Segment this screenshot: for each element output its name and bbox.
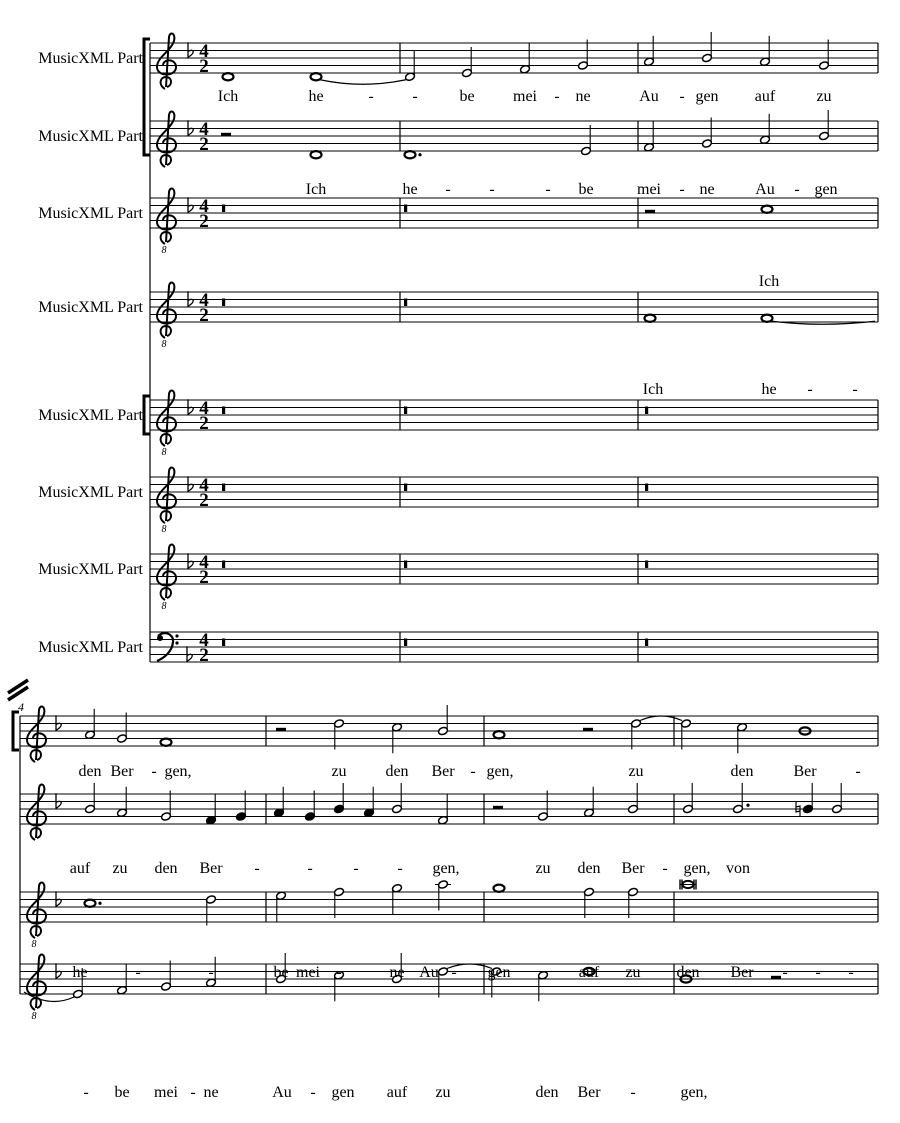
- part-name: MusicXML Part: [38, 484, 143, 501]
- lyric-syllable: be: [114, 1084, 130, 1101]
- lyric-syllable: Ber: [110, 763, 134, 780]
- measure-rest-icon: [222, 639, 225, 647]
- lyric-syllable: mei: [154, 1084, 178, 1101]
- lyric-syllable: den: [385, 763, 409, 780]
- measure-rest-icon: [222, 407, 225, 415]
- staff-system1-5: [150, 400, 878, 430]
- group-bracket: [13, 712, 19, 750]
- quarter-note: [235, 791, 246, 822]
- lyric-syllable: -: [554, 88, 560, 105]
- lyric-syllable: auf: [578, 964, 600, 981]
- dot: [418, 153, 421, 156]
- treble-clef-shape: [157, 283, 176, 338]
- lyric-syllable: gen: [814, 181, 838, 198]
- measure-number: 4: [18, 700, 24, 714]
- lyric-syllable: mei: [513, 88, 537, 105]
- time-signature-numerator: 4: [199, 475, 209, 496]
- half-note: [818, 40, 829, 71]
- dot: [746, 804, 749, 807]
- treble-clef-icon: [157, 112, 176, 167]
- lyric-syllable: ne: [389, 964, 405, 981]
- measure-rest-icon: [404, 205, 407, 213]
- part-name: MusicXML Part: [38, 50, 143, 67]
- lyric-syllable: be: [273, 964, 289, 981]
- lyric-syllable: -: [489, 181, 495, 198]
- lyric-syllable: gen,: [164, 763, 192, 780]
- lyric-syllable: ne: [203, 1084, 219, 1101]
- lyric-syllable: -: [679, 181, 685, 198]
- flat-icon: [188, 553, 193, 568]
- treble-clef-icon: [157, 283, 176, 350]
- lyric-syllable: Ber: [431, 763, 455, 780]
- octave-mark: 8: [31, 939, 37, 950]
- whole-note: [405, 151, 422, 158]
- half-note: [84, 709, 95, 740]
- lyric-syllable: zu: [535, 860, 551, 877]
- half-rest-icon: [221, 133, 231, 136]
- notehead: [405, 151, 416, 158]
- lyric-syllable: -: [855, 763, 861, 780]
- half-rest-icon: [771, 976, 781, 979]
- lyric-syllable: gen: [331, 1084, 355, 1101]
- half-note: [160, 791, 171, 822]
- lyric-syllable: -: [445, 181, 451, 198]
- flat-icon: [188, 120, 193, 135]
- lyric-syllable: -: [782, 964, 788, 981]
- measure-rest-icon: [404, 639, 407, 647]
- dot: [98, 902, 101, 905]
- time-signature-numerator: 4: [199, 398, 209, 419]
- whole-note: [223, 73, 234, 80]
- half-note: [583, 887, 594, 918]
- half-note: [577, 40, 588, 71]
- lyric-syllable: -: [368, 88, 374, 105]
- octave-mark: 8: [161, 245, 167, 256]
- half-note: [630, 719, 641, 750]
- lyric-syllable: von: [726, 860, 750, 877]
- half-note: [116, 964, 127, 995]
- half-note: [831, 783, 842, 814]
- treble-clef-icon: [157, 34, 176, 89]
- half-note: [680, 719, 691, 750]
- group-bracket: [144, 39, 150, 155]
- half-note: [333, 887, 344, 918]
- half-note: [404, 51, 415, 82]
- lyric-syllable: -: [83, 1084, 89, 1101]
- whole-note: [311, 151, 322, 158]
- half-note: [333, 719, 344, 750]
- half-note: [537, 791, 548, 822]
- lyric-syllable: Ich: [642, 381, 664, 398]
- time-signature-denominator: 2: [199, 567, 209, 588]
- half-rest-icon: [493, 806, 503, 809]
- lyric-syllable: -: [815, 964, 821, 981]
- treble-clef-icon: [27, 707, 46, 762]
- half-note: [391, 883, 402, 914]
- half-note: [116, 787, 127, 818]
- lyric-syllable: ne: [699, 181, 715, 198]
- lyric-syllable: -: [662, 860, 668, 877]
- half-rest-icon: [276, 728, 286, 731]
- half-note: [627, 783, 638, 814]
- lyric-syllable: -: [151, 763, 157, 780]
- whole-note: [494, 885, 505, 892]
- lyric-syllable: -: [208, 964, 214, 981]
- bass-clef-dot: [175, 641, 178, 644]
- flat-icon: [188, 399, 193, 414]
- treble-clef-icon: [157, 468, 176, 535]
- time-signature-numerator: 4: [199, 119, 209, 140]
- lyric-syllable: Ber: [199, 860, 223, 877]
- lyric-syllable: Ber: [730, 964, 754, 981]
- notehead: [311, 73, 322, 80]
- lyric-syllable: zu: [816, 88, 832, 105]
- lyric-syllable: -: [397, 860, 403, 877]
- lyric-syllable: zu: [625, 964, 641, 981]
- staff-system1-6: [150, 477, 878, 507]
- whole-note: [85, 900, 102, 907]
- flat-icon: [188, 291, 193, 306]
- lyric-syllable: Au: [755, 181, 775, 198]
- half-note: [461, 47, 472, 78]
- flat-icon: [56, 891, 61, 906]
- quarter-note: [802, 783, 813, 814]
- part-name: MusicXML Part: [38, 128, 143, 145]
- time-signature-numerator: 4: [199, 41, 209, 62]
- quarter-note: [205, 794, 216, 825]
- measure-rest-icon: [645, 484, 648, 492]
- half-note: [205, 895, 216, 926]
- lyric-syllable: den: [730, 763, 754, 780]
- whole-note: [645, 315, 656, 322]
- group-bracket: [144, 396, 150, 434]
- lyric-syllable: Ich: [758, 273, 780, 290]
- half-note: [437, 880, 448, 911]
- staff-system2-1: [20, 716, 878, 746]
- part-name: MusicXML Part: [38, 639, 143, 656]
- measure-rest-icon: [222, 205, 225, 213]
- treble-clef-shape: [27, 883, 46, 938]
- half-note: [437, 794, 448, 825]
- octave-mark: 8: [161, 524, 167, 535]
- whole-note: [494, 731, 505, 738]
- lyric-syllable: he: [761, 381, 777, 398]
- flat-icon: [56, 793, 61, 808]
- measure-rest-icon: [645, 639, 648, 647]
- flat-icon: [188, 197, 193, 212]
- measure-rest-icon: [222, 484, 225, 492]
- half-note: [391, 783, 402, 814]
- lyric-syllable: -: [412, 88, 418, 105]
- bass-clef-dot: [157, 635, 163, 641]
- half-note: [701, 118, 712, 149]
- half-rest-icon: [645, 210, 655, 213]
- measure-rest-icon: [404, 484, 407, 492]
- half-note: [437, 705, 448, 736]
- lyric-syllable: auf: [754, 88, 776, 105]
- notehead: [762, 315, 773, 322]
- lyric-syllable: mei: [296, 964, 320, 981]
- treble-clef-icon: [27, 883, 46, 950]
- lyric-syllable: gen,: [432, 860, 460, 877]
- quarter-note: [333, 783, 344, 814]
- whole-note: [762, 206, 773, 213]
- half-note: [84, 783, 95, 814]
- half-note: [627, 887, 638, 918]
- notehead: [645, 315, 656, 322]
- quarter-note: [273, 787, 284, 818]
- treble-clef-shape: [157, 112, 176, 167]
- measure-rest-icon: [645, 561, 648, 569]
- notehead: [494, 731, 505, 738]
- lyric-syllable: den: [535, 1084, 559, 1101]
- lyric-syllable: -: [451, 964, 457, 981]
- lyric-syllable: zu: [435, 1084, 451, 1101]
- half-note: [682, 783, 693, 814]
- flat-icon: [187, 646, 192, 661]
- time-signature-numerator: 4: [199, 552, 209, 573]
- time-signature-numerator: 4: [199, 630, 209, 651]
- half-note: [736, 722, 747, 753]
- measure-rest-icon: [222, 561, 225, 569]
- part-name: MusicXML Part: [38, 407, 143, 424]
- measure-rest-icon: [404, 561, 407, 569]
- notehead: [311, 151, 322, 158]
- lyric-syllable: -: [807, 381, 813, 398]
- lyric-syllable: be: [578, 181, 594, 198]
- half-note: [275, 891, 286, 922]
- lyric-syllable: -: [336, 964, 342, 981]
- treble-clef-icon: [157, 545, 176, 612]
- lyric-syllable: -: [353, 860, 359, 877]
- lyric-syllable: -: [852, 381, 858, 398]
- lyric-syllable: Ich: [217, 88, 239, 105]
- lyric-syllable: Ber: [621, 860, 645, 877]
- treble-clef-shape: [157, 34, 176, 89]
- measure-rest-icon: [645, 407, 648, 415]
- lyric-syllable: mei: [637, 181, 661, 198]
- notehead: [494, 885, 505, 892]
- whole-note: [161, 739, 172, 746]
- measure-rest-icon: [404, 407, 407, 415]
- half-note: [391, 722, 402, 753]
- lyric-syllable: Ber: [577, 1084, 601, 1101]
- tie: [640, 716, 682, 721]
- lyric-syllable: den: [676, 964, 700, 981]
- lyric-syllable: -: [848, 964, 854, 981]
- time-signature-numerator: 4: [199, 290, 209, 311]
- treble-clef-shape: [27, 707, 46, 762]
- lyric-syllable: zu: [628, 763, 644, 780]
- half-note: [437, 967, 448, 998]
- flat-icon: [188, 476, 193, 491]
- lyric-syllable: gen,: [683, 860, 711, 877]
- time-signature-denominator: 2: [199, 56, 209, 77]
- treble-clef-icon: [157, 189, 176, 256]
- notehead: [223, 73, 234, 80]
- half-note: [519, 43, 530, 74]
- lyric-syllable: Au: [272, 1084, 292, 1101]
- half-note: [643, 36, 654, 67]
- part-name: MusicXML Part: [38, 561, 143, 578]
- lyric-syllable: -: [310, 1084, 316, 1101]
- notehead: [161, 739, 172, 746]
- lyric-syllable: gen,: [680, 1084, 708, 1101]
- notehead: [85, 900, 96, 907]
- lyric-syllable: -: [545, 181, 551, 198]
- time-signature-denominator: 2: [199, 645, 209, 666]
- lyric-syllable: Ich: [305, 181, 327, 198]
- treble-clef-shape: [27, 785, 46, 840]
- tie: [320, 80, 406, 85]
- treble-clef-shape: [157, 545, 176, 600]
- lyric-syllable: he: [402, 181, 418, 198]
- lyric-syllable: gen,: [486, 763, 514, 780]
- half-note: [643, 121, 654, 152]
- staff-system1-7: [150, 554, 878, 584]
- lyric-syllable: -: [630, 1084, 636, 1101]
- half-note: [160, 961, 171, 992]
- lyric-syllable: -: [254, 860, 260, 877]
- octave-mark: 8: [161, 601, 167, 612]
- lyric-syllable: -: [470, 763, 476, 780]
- time-signature-numerator: 4: [199, 196, 209, 217]
- time-signature-denominator: 2: [199, 305, 209, 326]
- system-break-icon: [8, 680, 28, 700]
- notehead: [762, 206, 773, 213]
- half-note: [116, 713, 127, 744]
- time-signature-denominator: 2: [199, 490, 209, 511]
- octave-mark: 8: [31, 1011, 37, 1022]
- lyric-syllable: -: [307, 860, 313, 877]
- bass-clef-dot: [175, 634, 178, 637]
- whole-note: [311, 73, 322, 80]
- treble-clef-icon: [157, 391, 176, 458]
- treble-clef-icon: [27, 955, 46, 1022]
- half-rest-icon: [583, 728, 593, 731]
- staff-system2-2: [20, 794, 878, 824]
- half-note: [583, 787, 594, 818]
- lyric-syllable: Au: [419, 964, 439, 981]
- half-note: [537, 970, 548, 1001]
- time-signature-denominator: 2: [199, 413, 209, 434]
- half-note: [580, 125, 591, 156]
- half-note: [759, 114, 770, 145]
- whole-note: [762, 315, 773, 322]
- flat-icon: [188, 42, 193, 57]
- treble-clef-shape: [27, 955, 46, 1010]
- lyric-syllable: -: [679, 88, 685, 105]
- treble-clef-icon: [27, 785, 46, 840]
- time-signature-denominator: 2: [199, 211, 209, 232]
- lyric-syllable: -: [190, 1084, 196, 1101]
- measure-rest-icon: [222, 299, 225, 307]
- lyric-syllable: den: [78, 763, 102, 780]
- half-note: [759, 36, 770, 67]
- lyric-syllable: auf: [386, 1084, 408, 1101]
- treble-clef-shape: [157, 468, 176, 523]
- lyric-syllable: Au: [639, 88, 659, 105]
- lyric-syllable: Ber: [793, 763, 817, 780]
- flat-icon: [56, 715, 61, 730]
- lyric-syllable: auf: [69, 860, 91, 877]
- lyric-syllable: gen: [695, 88, 719, 105]
- part-name: MusicXML Part: [38, 299, 143, 316]
- staff-system2-3: [20, 892, 878, 922]
- octave-mark: 8: [161, 339, 167, 350]
- part-name: MusicXML Part: [38, 205, 143, 222]
- measure-rest-icon: [404, 299, 407, 307]
- time-signature-denominator: 2: [199, 134, 209, 155]
- treble-clef-shape: [157, 391, 176, 446]
- half-note: [701, 32, 712, 63]
- quarter-note: [363, 787, 374, 818]
- lyric-syllable: be: [459, 88, 475, 105]
- lyric-syllable: gen: [487, 964, 511, 981]
- lyric-syllable: -: [135, 964, 141, 981]
- staff-system1-8: [150, 632, 878, 662]
- lyric-syllable: he: [308, 88, 324, 105]
- octave-mark: 8: [161, 447, 167, 458]
- quarter-note: [304, 791, 315, 822]
- staff-system1-4: [150, 292, 878, 322]
- lyric-syllable: den: [577, 860, 601, 877]
- lyric-syllable: -: [794, 181, 800, 198]
- treble-clef-shape: [157, 189, 176, 244]
- lyric-syllable: den: [154, 860, 178, 877]
- half-note: [818, 110, 829, 141]
- lyric-syllable: ne: [575, 88, 591, 105]
- flat-icon: [56, 963, 61, 978]
- lyric-syllable: he: [72, 964, 88, 981]
- lyric-syllable: zu: [112, 860, 128, 877]
- lyric-syllable: zu: [331, 763, 347, 780]
